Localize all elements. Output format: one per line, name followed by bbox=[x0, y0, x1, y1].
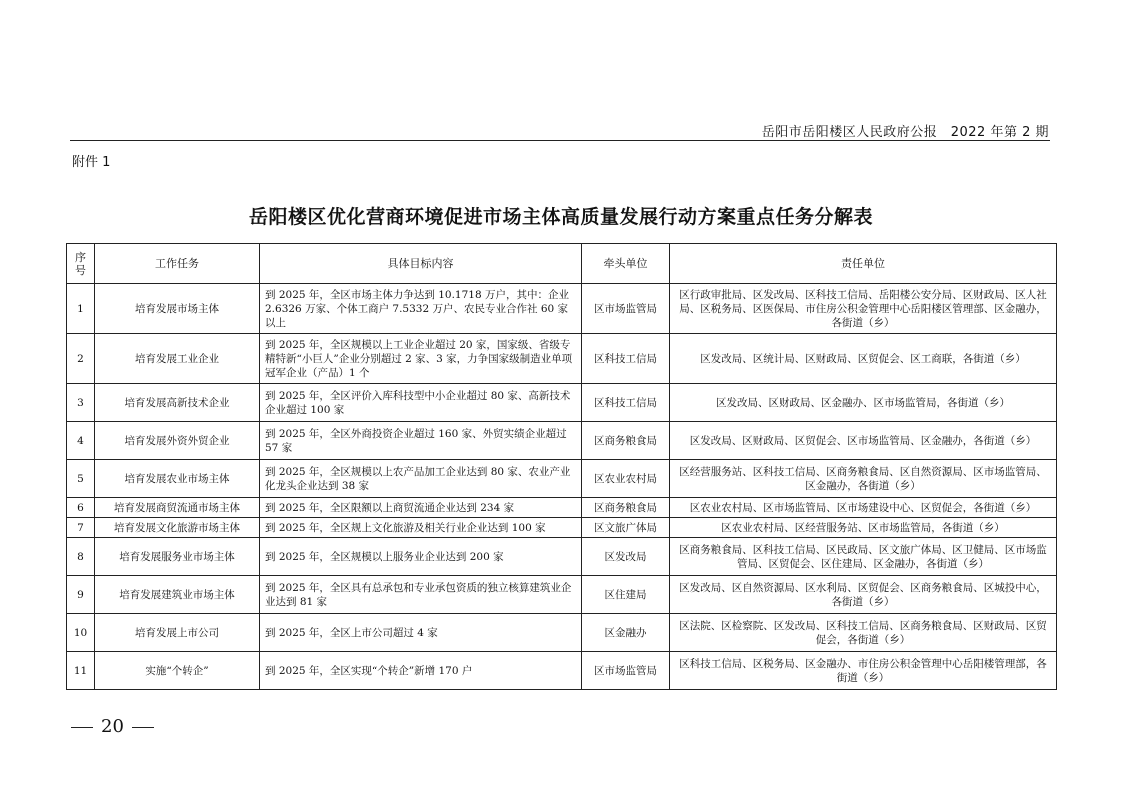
row-index: 9 bbox=[67, 576, 95, 614]
row-responsible-units: 区发改局、区财政局、区金融办、区市场监管局，各街道（乡） bbox=[670, 384, 1057, 422]
row-index: 3 bbox=[67, 384, 95, 422]
row-target: 到 2025 年，全区规模以上农产品加工企业达到 80 家、农业产业化龙头企业达到 38 家 bbox=[260, 460, 582, 498]
row-index: 2 bbox=[67, 334, 95, 384]
row-target: 到 2025 年，全区市场主体力争达到 10.1718 万户，其中：企业 2.6326 万家、个体工商户 7.5332 万户、农民专业合作社 60 家以上 bbox=[260, 284, 582, 334]
row-target: 到 2025 年，全区限额以上商贸流通企业达到 234 家 bbox=[260, 498, 582, 518]
row-responsible-units: 区发改局、区自然资源局、区水利局、区贸促会、区商务粮食局、区城投中心，各街道（乡） bbox=[670, 576, 1057, 614]
row-target: 到 2025 年，全区实现“个转企”新增 170 户 bbox=[260, 652, 582, 690]
row-lead-unit: 区农业农村局 bbox=[582, 460, 670, 498]
col-header-task: 工作任务 bbox=[95, 244, 260, 284]
table-header-row bbox=[67, 244, 1057, 284]
row-task: 培育发展上市公司 bbox=[95, 614, 260, 652]
col-header-responsible: 责任单位 bbox=[670, 244, 1057, 284]
row-index: 7 bbox=[67, 518, 95, 538]
row-task: 培育发展服务业市场主体 bbox=[95, 538, 260, 576]
table-row bbox=[67, 614, 1057, 652]
table-row bbox=[67, 284, 1057, 334]
row-responsible-units: 区经营服务站、区科技工信局、区商务粮食局、区自然资源局、区市场监管局、区金融办，各街道（乡） bbox=[670, 460, 1057, 498]
bulletin-header-title: 岳阳市岳阳楼区人民政府公报 2022 年第 2 期 bbox=[761, 125, 1049, 140]
page-number-dash-right bbox=[132, 727, 154, 728]
row-target: 到 2025 年，全区上市公司超过 4 家 bbox=[260, 614, 582, 652]
table-row bbox=[67, 384, 1057, 422]
table-row bbox=[67, 518, 1057, 538]
row-target: 到 2025 年，全区规模以上工业企业超过 20 家，国家级、省级专精特新“小巨人”企业分别超过 2 家、3 家，力争国家级制造业单项冠军企业（产品）1 个 bbox=[260, 334, 582, 384]
row-responsible-units: 区商务粮食局、区科技工信局、区民政局、区文旅广体局、区卫健局、区市场监管局、区贸促会、区住建局、区金融办，各街道（乡） bbox=[670, 538, 1057, 576]
row-index: 1 bbox=[67, 284, 95, 334]
row-target: 到 2025 年，全区外商投资企业超过 160 家、外贸实绩企业超过 57 家 bbox=[260, 422, 582, 460]
row-lead-unit: 区文旅广体局 bbox=[582, 518, 670, 538]
table-row bbox=[67, 538, 1057, 576]
row-responsible-units: 区行政审批局、区发改局、区科技工信局、岳阳楼公安分局、区财政局、区人社局、区税务局、区医保局、市住房公积金管理中心岳阳楼区管理部、区金融办，各街道（乡） bbox=[670, 284, 1057, 334]
table-row bbox=[67, 652, 1057, 690]
row-responsible-units: 区农业农村局、区市场监管局、区市场建设中心、区贸促会，各街道（乡） bbox=[670, 498, 1057, 518]
row-task: 培育发展市场主体 bbox=[95, 284, 260, 334]
table-row bbox=[67, 460, 1057, 498]
row-responsible-units: 区法院、区检察院、区发改局、区科技工信局、区商务粮食局、区财政局、区贸促会，各街道（乡） bbox=[670, 614, 1057, 652]
col-header-target: 具体目标内容 bbox=[260, 244, 582, 284]
row-index: 10 bbox=[67, 614, 95, 652]
row-index: 5 bbox=[67, 460, 95, 498]
col-header-lead: 牵头单位 bbox=[582, 244, 670, 284]
page-number bbox=[63, 716, 162, 737]
row-target: 到 2025 年，全区具有总承包和专业承包资质的独立核算建筑业企业达到 81 家 bbox=[260, 576, 582, 614]
row-index: 6 bbox=[67, 498, 95, 518]
row-responsible-units: 区发改局、区统计局、区财政局、区贸促会、区工商联，各街道（乡） bbox=[670, 334, 1057, 384]
row-index: 11 bbox=[67, 652, 95, 690]
row-lead-unit: 区发改局 bbox=[582, 538, 670, 576]
col-header-index: 序号 bbox=[67, 244, 95, 284]
row-target: 到 2025 年，全区评价入库科技型中小企业超过 80 家、高新技术企业超过 100 家 bbox=[260, 384, 582, 422]
table-row bbox=[67, 334, 1057, 384]
row-responsible-units: 区发改局、区财政局、区贸促会、区市场监管局、区金融办，各街道（乡） bbox=[670, 422, 1057, 460]
row-target: 到 2025 年，全区规上文化旅游及相关行业企业达到 100 家 bbox=[260, 518, 582, 538]
row-lead-unit: 区商务粮食局 bbox=[582, 498, 670, 518]
table-row bbox=[67, 576, 1057, 614]
row-index: 8 bbox=[67, 538, 95, 576]
table-row bbox=[67, 498, 1057, 518]
row-lead-unit: 区商务粮食局 bbox=[582, 422, 670, 460]
attachment-label: 附件 1 bbox=[72, 155, 111, 170]
row-responsible-units: 区科技工信局、区税务局、区金融办、市住房公积金管理中心岳阳楼管理部，各街道（乡） bbox=[670, 652, 1057, 690]
row-task: 培育发展高新技术企业 bbox=[95, 384, 260, 422]
row-responsible-units: 区农业农村局、区经营服务站、区市场监管局，各街道（乡） bbox=[670, 518, 1057, 538]
row-task: 实施“个转企” bbox=[95, 652, 260, 690]
page-number-dash-left bbox=[71, 727, 93, 728]
row-lead-unit: 区市场监管局 bbox=[582, 284, 670, 334]
row-task: 培育发展外资外贸企业 bbox=[95, 422, 260, 460]
row-target: 到 2025 年，全区规模以上服务业企业达到 200 家 bbox=[260, 538, 582, 576]
task-breakdown-table bbox=[66, 243, 1057, 690]
table-row bbox=[67, 422, 1057, 460]
row-task: 培育发展建筑业市场主体 bbox=[95, 576, 260, 614]
row-lead-unit: 区市场监管局 bbox=[582, 652, 670, 690]
row-lead-unit: 区科技工信局 bbox=[582, 334, 670, 384]
row-index: 4 bbox=[67, 422, 95, 460]
row-lead-unit: 区住建局 bbox=[582, 576, 670, 614]
row-task: 培育发展文化旅游市场主体 bbox=[95, 518, 260, 538]
row-lead-unit: 区金融办 bbox=[582, 614, 670, 652]
row-task: 培育发展工业企业 bbox=[95, 334, 260, 384]
row-task: 培育发展农业市场主体 bbox=[95, 460, 260, 498]
row-task: 培育发展商贸流通市场主体 bbox=[95, 498, 260, 518]
header-rule bbox=[70, 140, 1050, 141]
page-number-value: 20 bbox=[101, 716, 124, 737]
row-lead-unit: 区科技工信局 bbox=[582, 384, 670, 422]
page-title: 岳阳楼区优化营商环境促进市场主体高质量发展行动方案重点任务分解表 bbox=[248, 206, 873, 228]
